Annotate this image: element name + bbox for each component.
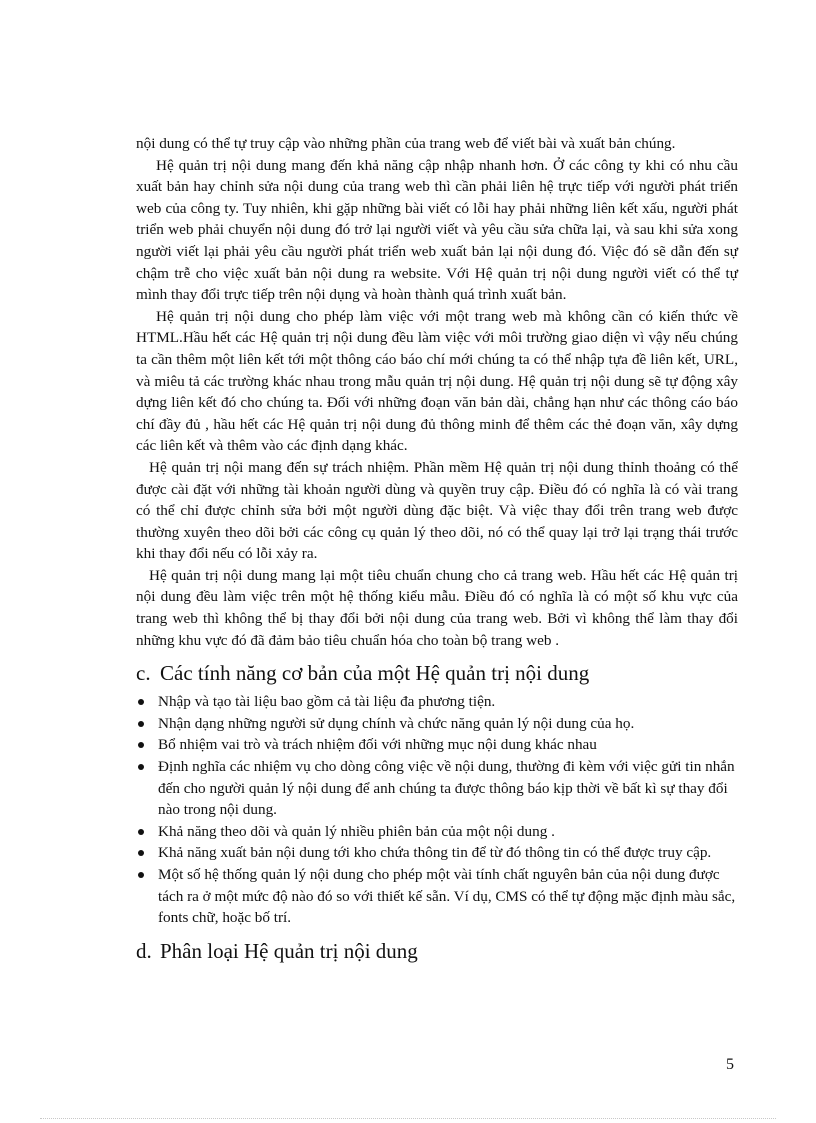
page-bottom-divider bbox=[40, 1118, 776, 1119]
bullet-icon bbox=[138, 829, 144, 835]
paragraph-standard: Hệ quản trị nội dung mang lại một tiêu chuẩn chung cho cả trang web. Hầu hết các Hệ quản trị nội dung đều làm việc trên một hệ thống kiểu mẫu. Điều đó có nghĩa là có một số khu vực của trang web thì không thể bị thay đổi bởi nội dung của trang web. Bởi vì không thể làm thay đổi những khu vực đó đã đảm bảo tiêu chuẩn hóa cho toàn bộ trang web . bbox=[136, 566, 738, 649]
list-item: Bổ nhiệm vai trò và trách nhiệm đối với những mục nội dung khác nhau bbox=[136, 734, 738, 756]
section-c-title: Các tính năng cơ bản của một Hệ quản trị nội dung bbox=[160, 661, 590, 686]
bullet-icon bbox=[138, 850, 144, 856]
bullet-icon bbox=[138, 872, 144, 878]
section-c-letter: c. bbox=[136, 661, 151, 686]
list-item: Một số hệ thống quản lý nội dung cho phép một vài tính chất nguyên bản của nội dung được tách ra ở một mức độ nào đó so với thiết kế sẵn. Ví dụ, CMS có thể tự động mặc định màu sắc, fonts chữ, hoặc bố trí. bbox=[136, 864, 738, 929]
bullet-icon bbox=[138, 764, 144, 770]
paragraph-continuation: nội dung có thể tự truy cập vào những phần của trang web để viết bài và xuất bản chúng. bbox=[136, 135, 676, 152]
list-item: Khả năng theo dõi và quản lý nhiều phiên bản của một nội dung . bbox=[136, 821, 738, 843]
bullet-icon bbox=[138, 742, 144, 748]
body-text bbox=[136, 133, 738, 969]
paragraph-no-html: Hệ quản trị nội dung cho phép làm việc với một trang web mà không cần có kiến thức về HTML.Hầu hết các Hệ quản trị nội dung đều làm việc với môi trường giao diện vì vậy nếu chúng ta cần thêm một liên kết tới một thông cáo báo chí mới chúng ta có thể nhập tựa đề liên kết, URL, và miêu tả các trường khác nhau trong mẫu quản trị nội dung. Hệ quản trị nội dung sẽ tự động xây dựng liên kết đó cho chúng ta. Đối với những đoạn văn bản dài, chẳng hạn như các thông cáo báo chí đầy đủ , hầu hết các Hệ quản trị nội dung đủ thông minh để thêm các thẻ đoạn văn, xây dựng các liên kết và thêm vào các định dạng khác. bbox=[136, 307, 738, 455]
list-item: Khả năng xuất bản nội dung tới kho chứa thông tin để từ đó thông tin có thể được truy cập. bbox=[136, 842, 738, 864]
list-item: Nhận dạng những người sử dụng chính và chức năng quản lý nội dung của họ. bbox=[136, 713, 738, 735]
paragraph-update-speed: Hệ quản trị nội dung mang đến khả năng cập nhập nhanh hơn. Ở các công ty khi có nhu cầu xuất bản hay chỉnh sửa nội dung của trang web thì cần phải liên hệ trực tiếp với người phát triển web của công ty. Tuy nhiên, khi gặp những bài viết có lỗi hay phải những liên kết xấu, người phát triển web phải chuyển nội dung đó trở lại người viết và yêu cầu sửa chữa lại, và sau khi sửa xong người viết lại phải yêu cầu người phát triển web xuất bản lại nội dung đó. Việc đó sẽ dẫn đến sự chậm trễ cho việc xuất bản nội dung ra website. Với Hệ quản trị nội dung người viết có thể tự mình thay đổi trực tiếp trên nội dụng và hoàn thành quá trình xuất bản. bbox=[136, 156, 738, 304]
paragraph-responsibility: Hệ quản trị nội mang đến sự trách nhiệm. Phần mềm Hệ quản trị nội dung thỉnh thoảng có thể được cài đặt với những tài khoản người dùng và quyền truy cập. Điều đó có nghĩa là có vài trang có thể chỉ được chỉnh sửa bởi một người dùng đặc biệt. Và việc thay đổi trên trang web được thường xuyên theo dõi bởi các công cụ quản lý theo dõi, nó có thể quay lại trở lại trạng thái trước khi thay đổi nếu có lỗi xảy ra. bbox=[136, 458, 738, 563]
list-item: Nhập và tạo tài liệu bao gồm cả tài liệu đa phương tiện. bbox=[136, 691, 738, 713]
bullet-icon bbox=[138, 721, 144, 727]
section-d-heading bbox=[136, 937, 738, 965]
list-item: Định nghĩa các nhiệm vụ cho dòng công việc về nội dung, thường đi kèm với việc gửi tin nhắn đến cho người quản lý nội dung để anh chúng ta được thông báo kịp thời về bất kì sự thay đổi nào trong nội dung. bbox=[136, 756, 738, 821]
bullet-icon bbox=[138, 699, 144, 705]
section-d-letter: d. bbox=[136, 938, 152, 963]
feature-list bbox=[136, 691, 738, 929]
page-number: 5 bbox=[726, 1056, 734, 1073]
section-c-heading bbox=[136, 659, 738, 687]
section-d-title: Phân loại Hệ quản trị nội dung bbox=[160, 938, 418, 963]
